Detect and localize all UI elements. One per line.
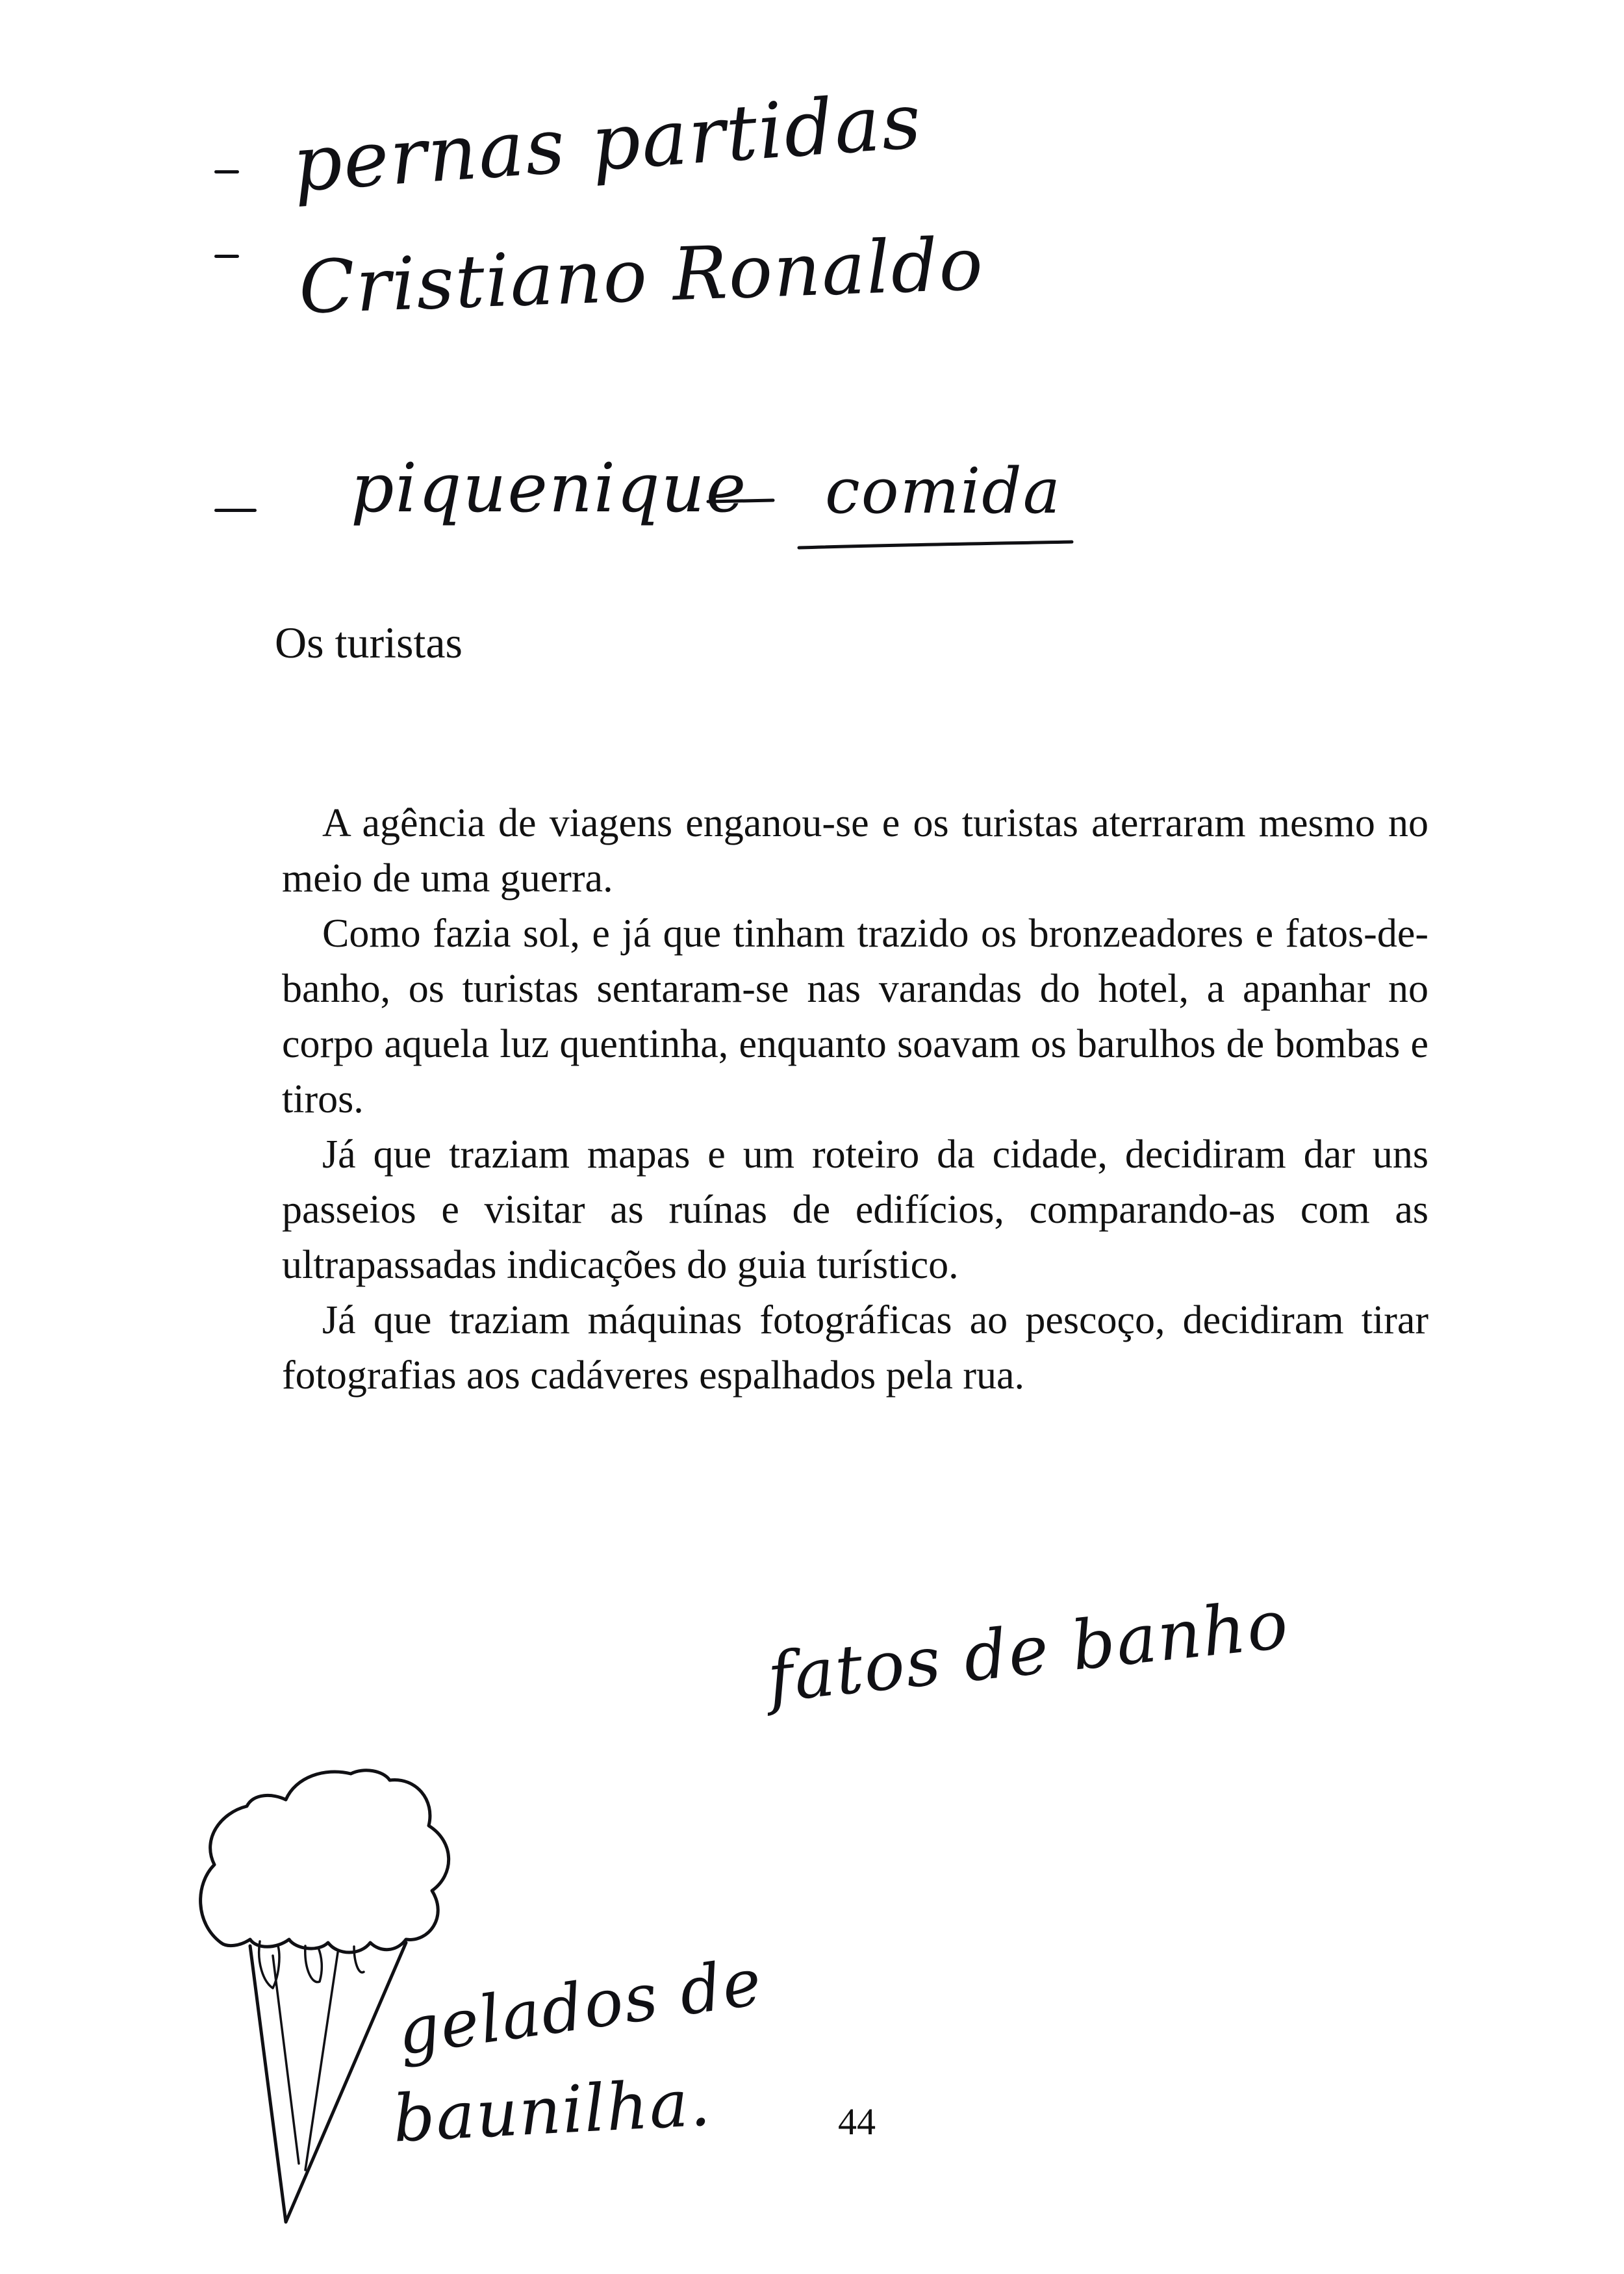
note-baunilha: baunilha. [391, 2064, 713, 2157]
page-number: 44 [838, 2101, 876, 2143]
note-pernas-partidas: pernas partidas [290, 75, 925, 209]
paragraph-4: Já que traziam máquinas fotográficas ao pescoço, decidiram tirar fotografias aos cadáveres espalhados pela rua. [282, 1298, 1428, 1398]
note-piquenique: piquenique [351, 448, 748, 528]
note-cristiano-ronaldo: Cristiano Ronaldo [298, 222, 985, 331]
paragraph-3: Já que traziam mapas e um roteiro da cidade, decidiram dar uns passeios e visitar as ruínas de edifícios, comparando-as com as ultrapassadas indicações do guia turístico. [282, 1132, 1428, 1287]
note-dash-4 [708, 500, 773, 502]
ice-cream-cone-icon [201, 1770, 449, 2222]
note-comida: comida [825, 455, 1061, 528]
note-fatos-de-banho: fatos de banho [763, 1584, 1293, 1718]
paragraph-2: Como fazia sol, e já que tinham trazido os bronzeadores e fatos-de-banho, os turistas sentaram-se nas varandas do hotel, a apanhar no corpo aquela luz quentinha, enquanto soavam os barulhos de bombas e tiros. [282, 912, 1428, 1121]
chapter-title: Os turistas [275, 618, 463, 667]
comida-underline [799, 542, 1072, 548]
paragraph-1: A agência de viagens enganou-se e os turistas aterraram mesmo no meio de uma guerra. [282, 801, 1428, 901]
note-gelados-de: gelados de [392, 1943, 767, 2070]
